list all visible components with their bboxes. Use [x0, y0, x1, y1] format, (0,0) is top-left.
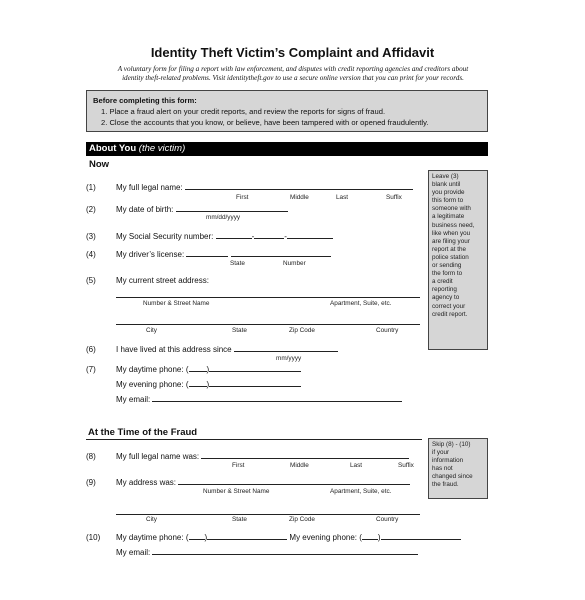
cap-suffix-8: Suffix [398, 462, 414, 469]
cap-first-8: First [232, 462, 245, 469]
address-street-input[interactable] [116, 297, 420, 298]
cap-middle-8: Middle [290, 462, 309, 469]
intro-line-2: identity theft-related problems. Visit identitytheft.gov to use a secure online version that you can print for your records. [122, 74, 464, 82]
license-label: My driver’s license: [116, 250, 185, 259]
cap-street-9: Number & Street Name [203, 488, 270, 495]
cap-license-number: Number [283, 260, 306, 267]
cap-apt: Apartment, Suite, etc. [330, 300, 392, 307]
dob-input[interactable] [176, 205, 288, 212]
former-name-input[interactable] [201, 452, 409, 459]
about-sub: (the victim) [138, 143, 186, 154]
address-label: My current street address: [116, 276, 209, 285]
cap-street: Number & Street Name [143, 300, 210, 307]
former-eve-area[interactable] [362, 533, 378, 540]
field-5-row: (5) My current street address: [86, 276, 209, 285]
field-8-row: (8) My full legal name was: [86, 452, 409, 461]
former-day-area[interactable] [189, 533, 205, 540]
intro-line-1: A voluntary form for filing a report with law enforcement, and disputes with credit reporting agencies and creditors about [117, 65, 469, 73]
former-email-label: My email: [116, 548, 151, 557]
former-eve-phone-label: My evening phone: [289, 533, 358, 542]
ssn-label: My Social Security number: [116, 232, 214, 241]
intro-text [86, 65, 500, 83]
skip-note: Skip (8) - (10) if your information has not changed since the fraud. [428, 438, 488, 499]
license-state-input[interactable] [186, 250, 228, 257]
lived-since-label: I have lived at this address since [116, 345, 232, 354]
former-email-input[interactable] [152, 548, 418, 555]
about-you-header [86, 142, 488, 156]
cap-zip-9: Zip Code [289, 516, 315, 523]
lived-since-input[interactable] [234, 345, 338, 352]
cap-city: City [146, 327, 158, 334]
before-completing-box [86, 90, 488, 132]
cap-country: Country [376, 327, 399, 334]
before-item-2: 2. Close the accounts that you know, or believe, have been tampered with or opened fraudulently. [101, 118, 429, 127]
former-name-label: My full legal name was: [116, 452, 200, 461]
former-day-input[interactable] [207, 533, 287, 540]
field-4-row: (4) My driver’s license: [86, 250, 331, 259]
cap-last-8: Last [350, 462, 363, 469]
former-street-input[interactable] [178, 478, 410, 485]
field-9-row: (9) My address was: [86, 478, 410, 487]
dob-label: My date of birth: [116, 205, 174, 214]
ssn-part-1[interactable] [216, 232, 252, 239]
former-address-label: My address was: [116, 478, 177, 487]
field-10-phone-row: (10) My daytime phone: ( ) My evening phone: ( ) [86, 533, 461, 542]
before-heading: Before completing this form: [93, 96, 197, 105]
cap-dob: mm/dd/yyyy [206, 214, 241, 221]
cap-lived-since: mm/yyyy [276, 355, 302, 362]
cap-suffix: Suffix [386, 194, 402, 201]
field-1-row: (1) My full legal name: [86, 183, 413, 192]
ssn-part-2[interactable] [254, 232, 284, 239]
leave-blank-note: Leave (3) blank until you provide this form to someone with a legitimate business need, like when you are filing your report at the police station or sending the form to a credit reporting agency to correct your credit report. [428, 170, 488, 350]
day-phone-area[interactable] [189, 365, 207, 372]
email-input[interactable] [152, 395, 402, 402]
email-label: My email: [116, 395, 151, 404]
full-name-input[interactable] [185, 183, 413, 190]
cap-zip: Zip Code [289, 327, 315, 334]
form-title: Identity Theft Victim’s Complaint and Affidavit [150, 45, 435, 60]
fraud-heading-rule [86, 439, 422, 440]
former-day-phone-label: My daytime phone: [116, 533, 184, 542]
day-phone-label: My daytime phone: [116, 365, 184, 374]
cap-country-9: Country [376, 516, 399, 523]
field-7-eve-row: My evening phone: ( ) [86, 380, 301, 389]
field-3-row: (3) My Social Security number: - - [86, 232, 333, 241]
cap-middle: Middle [290, 194, 309, 201]
cap-first: First [236, 194, 249, 201]
cap-city-9: City [146, 516, 158, 523]
field-6-row: (6) I have lived at this address since [86, 345, 338, 354]
field-7-email-row [86, 395, 402, 404]
eve-phone-area[interactable] [189, 380, 207, 387]
cap-apt-9: Apartment, Suite, etc. [330, 488, 392, 495]
cap-license-state: State [230, 260, 245, 267]
field-2-row: (2) My date of birth: [86, 205, 288, 214]
full-name-label: My full legal name: [116, 183, 183, 192]
former-eve-input[interactable] [381, 533, 461, 540]
ssn-part-3[interactable] [287, 232, 333, 239]
day-phone-input[interactable] [209, 365, 301, 372]
eve-phone-label: My evening phone: [116, 380, 184, 389]
now-heading: Now [89, 159, 110, 170]
former-city-input[interactable] [116, 514, 420, 515]
cap-state: State [232, 327, 247, 334]
field-10-email-row [86, 548, 418, 557]
address-city-input[interactable] [116, 324, 420, 325]
cap-last: Last [336, 194, 349, 201]
about-label: About You [89, 143, 137, 154]
cap-state-9: State [232, 516, 247, 523]
field-7-day-row: (7) My daytime phone: ( ) [86, 365, 301, 374]
license-number-input[interactable] [231, 250, 331, 257]
before-item-1: 1. Place a fraud alert on your credit reports, and review the reports for signs of fraud. [101, 107, 386, 116]
eve-phone-input[interactable] [209, 380, 301, 387]
fraud-heading: At the Time of the Fraud [88, 427, 198, 438]
